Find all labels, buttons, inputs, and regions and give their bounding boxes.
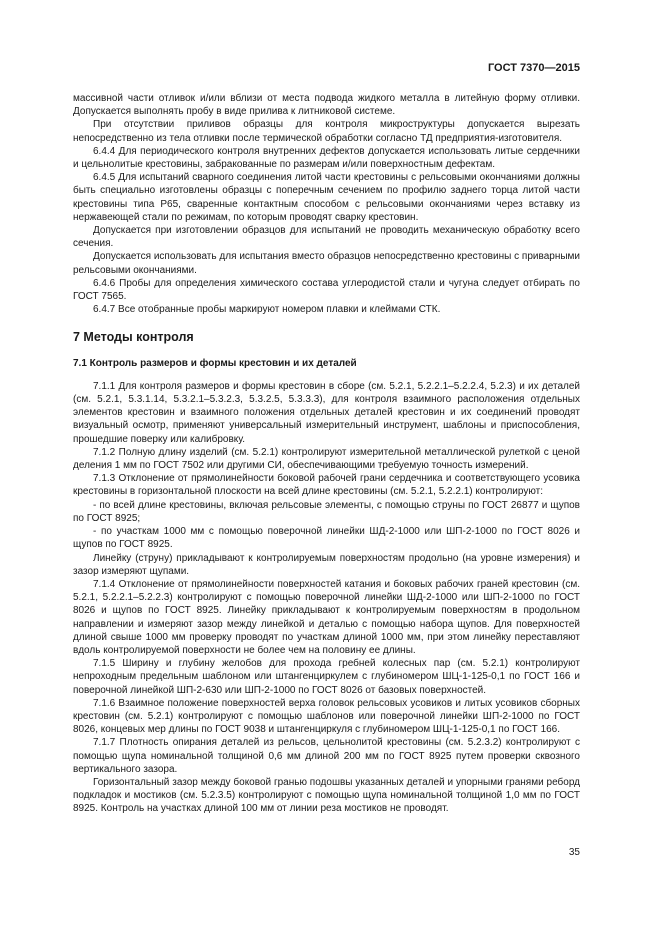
paragraph: 7.1.5 Ширину и глубину желобов для прохода гребней колесных пар (см. 5.2.1) контролируют непроходным предельным шаблоном или штангенциркулем с глубиномером ШЦ-1-125-0,1 по ГОСТ 166 и поверочной линейкой ШП-2-630 или ШП-2-1000 по ГОСТ 8026 от базовых поверхностей. [73, 658, 580, 696]
paragraph: Допускается использовать для испытания вместо образцов непосредственно крестовины с приварными рельсовыми окончаниями. [73, 251, 580, 276]
document-header: ГОСТ 7370—2015 [487, 62, 580, 74]
paragraph: Линейку (струну) прикладывают к контролируемым поверхностям продольно (на уровне измерения) и зазор измеряют щупами. [73, 552, 580, 577]
paragraph: 6.4.6 Пробы для определения химического состава углеродистой стали и чугуна следует отбирать по ГОСТ 7565. [73, 277, 580, 303]
paragraph: Горизонтальный зазор между боковой гранью подошвы указанных деталей и упорными гранями реборд подкладок и мостиков (см. 5.2.3.5) контролируют с помощью щупа номинальной толщиной 1,0 мм по ГОСТ 8925. Контроль на участках длиной 100 мм от линии реза мостиков не проводят. [73, 776, 580, 815]
paragraph: 7.1.4 Отклонение от прямолинейности поверхностей катания и боковых рабочих граней крестовин (см. 5.2.1, 5.2.2.1–5.2.2.3) контролируют с помощью поверочной линейки ШД-2-1000 или ШП-2-1000 по ГОСТ 8026 и щупов по ГОСТ 8925. Линейку прикладывают к контролируемым поверхностям в продольном направлении и измеряют зазор между линейкой и деталью с помощью набора щупов. Для поверхностей длиной свыше 1000 мм проверку проводят по участкам длиной 1000 мм, при этом линейку переставляют вдоль контролируемой поверхности не более чем на половину ее длины. [73, 578, 580, 656]
paragraph: При отсутствии приливов образцы для контроля микроструктуры допускается вырезать непосредственно из тела отливки после термической обработки согласно ТД предприятия-изготовителя. [73, 119, 580, 144]
section-title: 7 Методы контроля [73, 330, 194, 345]
paragraph: массивной части отливок и/или вблизи от места подвода жидкого металла в литейную форму отливки. Допускается выполнять пробу в виде прилива к литниковой системе. [73, 93, 580, 118]
paragraph: 6.4.4 Для периодического контроля внутренних дефектов допускается использовать литые сердечники и цельнолитые крестовины, забракованные по размерам и/или поверхностным дефектам. [73, 145, 580, 171]
paragraph: 7.1.7 Плотность опирания деталей из рельсов, цельнолитой крестовины (см. 5.2.3.2) контролируют с помощью щупа номинальной толщиной 0,6 мм длиной 200 мм по ГОСТ 8925 путем проверки сквозного вертикального зазора. [73, 737, 580, 775]
paragraph: 6.4.5 Для испытаний сварного соединения литой части крестовины с рельсовыми окончаниями должны быть специально изготовлены образцы с поперечным сечением по профилю заднего торца литой части крестовины типа Р65, сваренные контактным способом с рельсовыми окончаниями через вставку из нержавеющей стали по режимам, по которым проводят сварку крестовин. [73, 172, 580, 223]
page-number: 35 [568, 847, 580, 858]
paragraph: Допускается при изготовлении образцов для испытаний не проводить механическую обработку всего сечения. [73, 225, 580, 250]
paragraph: 6.4.7 Все отобранные пробы маркируют номером плавки и клеймами СТК. [93, 304, 441, 316]
paragraph: 7.1.2 Полную длину изделий (см. 5.2.1) контролируют измерительной металлической рулеткой с ценой деления 1 мм по ГОСТ 7502 или другими СИ, обеспечивающими требуемую точность измерений. [73, 446, 580, 472]
paragraph: 7.1.1 Для контроля размеров и формы крестовин в сборе (см. 5.2.1, 5.2.2.1–5.2.2.4, 5.2.3) и их деталей (см. 5.2.1, 5.3.1.14, 5.3.2.1–5.3.2.3, 5.3.2.5, 5.3.3.3), для контроля взаимного расположения отдельных элементов крестовин и взаимного положения отдельных деталей крестовин и их соединений проводят визуальный осмотр, применяют универсальный измерительный инструмент, шаблоны и приспособления, прошедшие поверку или калибровку. [73, 380, 580, 445]
list-item: - по участкам 1000 мм с помощью поверочной линейки ШД-2-1000 или ШП-2-1000 по ГОСТ 8026 и щупов по ГОСТ 8925. [73, 526, 580, 551]
paragraph: 7.1.3 Отклонение от прямолинейности боковой рабочей грани сердечника и соответствующего усовика крестовины в горизонтальной плоскости на всей длине крестовины (см. 5.2.1, 5.2.2.1) контролируют: [73, 473, 580, 498]
list-item: - по всей длине крестовины, включая рельсовые элементы, с помощью струны по ГОСТ 26877 и щупов по ГОСТ 8925; [73, 499, 580, 524]
paragraph: 7.1.6 Взаимное положение поверхностей верха головок рельсовых усовиков и литых усовиков сборных крестовин (см. 5.2.1) контролируют с помощью шаблонов или поверочной линейки ШП-2-1000 по ГОСТ 8026, концевых мер длины по ГОСТ 9038 и штангенциркуля с глубиномером ШЦ-1-125-0,1 по ГОСТ 166. [73, 697, 580, 736]
subsection-title: 7.1 Контроль размеров и формы крестовин и их деталей [73, 357, 357, 369]
page-body [73, 92, 580, 816]
